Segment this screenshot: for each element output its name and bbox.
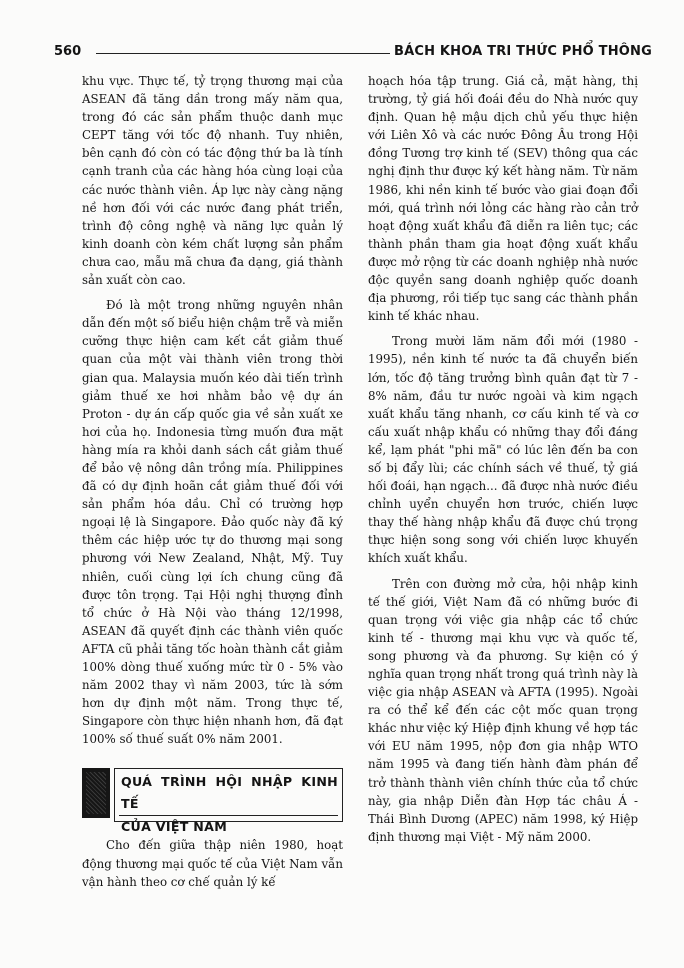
left-column (82, 72, 343, 891)
section-heading (82, 768, 343, 835)
paragraph: hoạch hóa tập trung. Giá cả, mặt hàng, thị trường, tỷ giá hối đoái đều do Nhà nước quy định. Quan hệ mậu dịch chủ yếu thực hiện với Liên Xô và các nước Đông Âu trong Hội đồng Tương trợ kinh tế (SEV) thông qua các nghị định thư được ký kết hàng năm. Từ năm 1986, khi nền kinh tế bước vào giai đoạn đổi mới, quá trình nới lỏng các hàng rào cản trở hoạt động xuất khẩu đã diễn ra liên tục; các thành phần tham gia hoạt động xuất khẩu được mở rộng từ các doanh nghiệp nhà nước độc quyền sang doanh nghiệp quốc doanh địa phương, rồi tiếp tục sang các thành phần kinh tế khác nhau. (368, 74, 638, 324)
header-rule (96, 53, 390, 54)
book-title: BÁCH KHOA TRI THỨC PHỔ THÔNG (393, 44, 652, 59)
right-column (368, 72, 638, 846)
heading-line-1: QUÁ TRÌNH HỘI NHẬP KINH TẾ (119, 771, 338, 816)
paragraph: Đó là một trong những nguyên nhân dẫn đến một số biểu hiện chậm trễ và miễn cưỡng thực hiện cam kết cắt giảm thuế quan của một vài thành viên trong thời gian qua. Malaysia muốn kéo dài tiến trình giảm thuế xe hơi nhằm bảo vệ dự án Proton - dự án cấp quốc gia về sản xuất xe hơi của họ. Indonesia từng muốn đưa mặt hàng mía ra khỏi danh sách cắt giảm thuế để bảo vệ nông dân trồng mía. Philippines đã có dự định hoãn cắt giảm thuế đối với sản phẩm hóa dầu. Chỉ có trường hợp ngoại lệ là Singapore. Đảo quốc này đã ký thêm các hiệp ước tự do thương mại song phương với New Zealand, Nhật, Mỹ. Tuy nhiên, cuối cùng lợi ích chung cũng đã được tôn trọng. Tại Hội nghị thượng đỉnh tổ chức ở Hà Nội vào tháng 12/1998, ASEAN đã quyết định các thành viên quốc AFTA cũ phải tăng tốc hoàn thành cắt giảm 100% dòng thuế xuống mức từ 0 - 5% vào năm 2002 thay vì năm 2003, tức là sớm hơn dự định một năm. Trong thực tế, Singapore còn thực hiện nhanh hơn, đã đạt 100% số thuế suất 0% năm 2001. (82, 298, 343, 747)
paragraph: Trong mười lăm năm đổi mới (1980 - 1995), nền kinh tế nước ta đã chuyển biến lớn, tốc độ tăng trưởng bình quân đạt từ 7 - 8% năm, đầu tư nước ngoài và kim ngạch xuất khẩu tăng nhanh, cơ cấu kinh tế và cơ cấu xuất nhập khẩu có những thay đổi đáng kể, lạm phát "phi mã" có lúc lên đến ba con số bị đẩy lùi; các chính sách về thuế, tỷ giá hối đoái, hạn ngạch... đã được nhà nước điều chỉnh uyển chuyển hơn trước, chiến lược thay thế hàng nhập khẩu đã được chú trọng thực hiện song song với chiến lược khuyến khích xuất khẩu. (368, 334, 638, 566)
paragraph: khu vực. Thực tế, tỷ trọng thương mại của ASEAN đã tăng dần trong mấy năm qua, trong đó các sản phẩm thuộc danh mục CEPT tăng với tốc độ nhanh. Tuy nhiên, bên cạnh đó còn có tác động thứ ba là tính cạnh tranh của các hàng hóa cùng loại của các nước thành viên. Áp lực này càng nặng nề hơn đối với các nước đang phát triển, trình độ công nghệ và năng lực quản lý kinh doanh còn kém chất lượng sản phẩm chưa cao, mẫu mã chưa đa dạng, giá thành sản xuất còn cao. (82, 74, 343, 288)
paragraph: Trên con đường mở cửa, hội nhập kinh tế thế giới, Việt Nam đã có những bước đi quan trọng với việc gia nhập các tổ chức kinh tế - thương mại khu vực và quốc tế, song phương và đa phương. Sự kiện có ý nghĩa quan trọng nhất trong quá trình này là việc gia nhập ASEAN và AFTA (1995). Ngoài ra có thể kể đến các cột mốc quan trọng khác như việc ký Hiệp định khung về hợp tác với EU năm 1995, nộp đơn gia nhập WTO năm 1995 và đang tiến hành đàm phán để trở thành thành viên chính thức của tổ chức này, gia nhập Diễn đàn Hợp tác châu Á - Thái Bình Dương (APEC) năm 1998, ký Hiệp định thương mại Việt - Mỹ năm 2000. (368, 576, 638, 844)
heading-decoration (82, 768, 110, 818)
heading-box (114, 768, 343, 835)
page-header (54, 44, 652, 64)
heading-line-2: CỦA VIỆT NAM (121, 819, 228, 835)
page-number: 560 (54, 44, 82, 59)
paragraph: Cho đến giữa thập niên 1980, hoạt động thương mại quốc tế của Việt Nam vẫn vận hành theo cơ chế quản lý kế (82, 838, 343, 889)
